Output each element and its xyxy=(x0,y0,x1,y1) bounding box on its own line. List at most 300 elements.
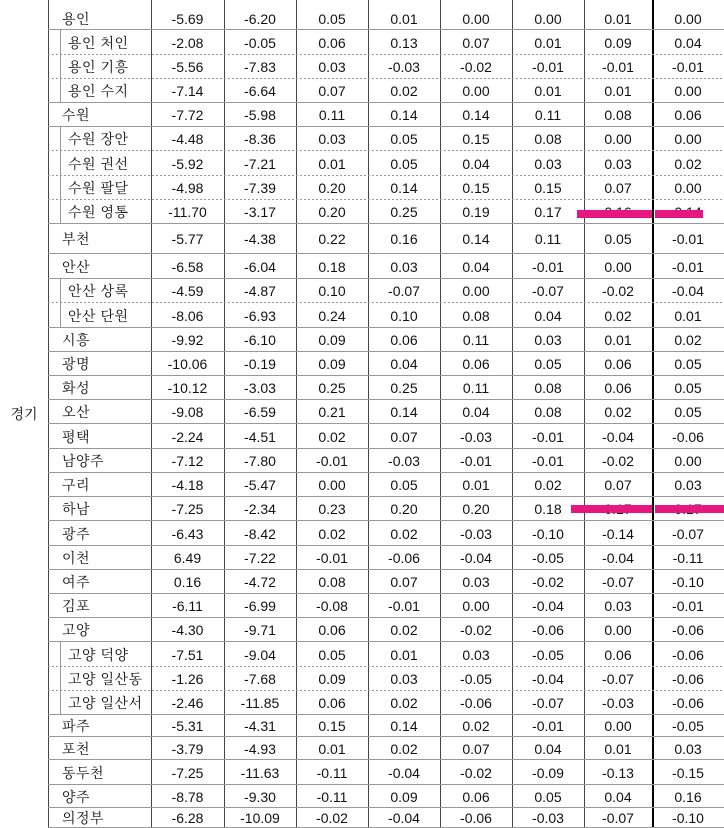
value-cell: 0.05 xyxy=(390,477,418,493)
value-cell: -0.03 xyxy=(460,428,492,445)
row-label: 고양 일산서 xyxy=(68,695,143,711)
row-label: 수원 팔달 xyxy=(68,180,129,196)
value-cell: 0.02 xyxy=(390,525,418,542)
value-cell: -0.01 xyxy=(532,258,564,275)
value-cell: 0.03 xyxy=(674,477,702,493)
value-cell: -4.93 xyxy=(244,740,276,757)
row-label: 안산 상록 xyxy=(68,283,129,299)
value-cell: 0.15 xyxy=(534,180,562,196)
value-cell: -2.34 xyxy=(244,501,276,517)
value-cell: -0.14 xyxy=(602,525,634,542)
value-cell: 0.17 xyxy=(534,204,562,220)
row-label: 용인 수지 xyxy=(68,83,129,99)
value-cell: -5.56 xyxy=(171,59,204,75)
value-cell: 0.06 xyxy=(462,788,490,805)
value-cell: 0.03 xyxy=(674,740,702,757)
value-cell: -0.03 xyxy=(602,695,634,711)
value-cell: 0.02 xyxy=(462,718,490,734)
value-cell: 0.00 xyxy=(318,477,346,493)
value-cell: 0.11 xyxy=(534,231,562,247)
row-label: 부천 xyxy=(62,231,91,247)
value-cell: 0.01 xyxy=(604,332,632,348)
value-cell: 0.04 xyxy=(390,356,418,372)
value-cell: -9.30 xyxy=(244,788,276,805)
value-cell: -8.78 xyxy=(171,788,204,805)
value-cell: 0.05 xyxy=(604,231,632,247)
value-cell: -8.42 xyxy=(244,525,276,542)
value-cell: -7.68 xyxy=(244,671,276,687)
value-cell: -10.12 xyxy=(167,380,208,396)
value-cell: -0.07 xyxy=(602,671,634,687)
value-cell: 0.25 xyxy=(390,204,418,220)
value-cell: 0.14 xyxy=(390,180,418,196)
value-cell: -0.04 xyxy=(532,598,564,614)
value-cell: 0.11 xyxy=(534,107,562,123)
value-cell: -0.01 xyxy=(316,550,348,566)
value-cell: -0.06 xyxy=(460,695,492,711)
value-cell: -0.07 xyxy=(532,283,564,299)
value-cell: 0.19 xyxy=(462,204,490,220)
value-cell: -0.10 xyxy=(532,525,564,542)
value-cell: 0.04 xyxy=(534,740,562,757)
value-cell: 0.06 xyxy=(604,380,632,396)
value-cell: -11.85 xyxy=(240,695,280,711)
value-cell: 0.05 xyxy=(534,356,562,372)
value-cell: -7.80 xyxy=(244,453,276,469)
value-cell: -2.46 xyxy=(171,695,204,711)
value-cell: 0.25 xyxy=(318,380,346,396)
value-cell: -8.36 xyxy=(244,131,276,147)
value-cell: -4.98 xyxy=(171,180,204,196)
value-cell: 0.20 xyxy=(462,501,490,517)
value-cell: 0.09 xyxy=(604,34,632,51)
value-cell: -6.59 xyxy=(244,404,276,420)
value-cell: -0.09 xyxy=(532,764,564,781)
value-cell: -0.01 xyxy=(532,428,564,445)
value-cell: -7.14 xyxy=(171,83,204,99)
value-cell: -0.04 xyxy=(388,810,420,826)
row-label: 고양 xyxy=(62,622,91,638)
row-label: 포천 xyxy=(62,740,91,757)
value-cell: 0.00 xyxy=(604,622,632,638)
value-cell: -0.01 xyxy=(532,453,564,469)
row-label: 남양주 xyxy=(62,453,105,469)
value-cell: -2.08 xyxy=(171,34,204,51)
value-cell: 0.09 xyxy=(390,788,418,805)
value-cell: -5.47 xyxy=(244,477,276,493)
value-cell: -0.04 xyxy=(602,550,634,566)
row-label: 안산 단원 xyxy=(68,307,129,324)
value-cell: 0.02 xyxy=(318,525,346,542)
value-cell: 0.01 xyxy=(604,740,632,757)
row-label: 화성 xyxy=(62,380,91,396)
value-cell: 0.00 xyxy=(604,718,632,734)
value-cell: 0.15 xyxy=(318,718,346,734)
value-cell: -0.06 xyxy=(672,622,704,638)
value-cell: 0.02 xyxy=(604,307,632,324)
value-cell: 0.04 xyxy=(674,34,702,51)
value-cell: -4.18 xyxy=(171,477,204,493)
value-cell: -5.98 xyxy=(244,107,276,123)
value-cell: -0.01 xyxy=(316,453,348,469)
value-cell: -4.51 xyxy=(244,428,276,445)
value-cell: 0.05 xyxy=(674,356,702,372)
row-label: 고양 일산동 xyxy=(68,671,143,687)
value-cell: 0.14 xyxy=(462,231,490,247)
highlight-mark xyxy=(655,210,703,218)
value-cell: -6.28 xyxy=(171,810,204,826)
value-cell: -7.25 xyxy=(171,501,204,517)
value-cell: 0.04 xyxy=(462,258,490,275)
value-cell: -0.06 xyxy=(672,671,704,687)
value-cell: -4.38 xyxy=(244,231,276,247)
value-cell: 0.03 xyxy=(534,332,562,348)
value-cell: 0.01 xyxy=(318,155,346,172)
value-cell: 0.01 xyxy=(462,477,490,493)
value-cell: -0.06 xyxy=(460,810,492,826)
value-cell: -5.31 xyxy=(171,718,204,734)
value-cell: 0.00 xyxy=(462,83,490,99)
value-cell: 0.24 xyxy=(318,307,346,324)
value-cell: -5.77 xyxy=(171,231,204,247)
value-cell: 0.05 xyxy=(534,788,562,805)
highlight-mark xyxy=(571,505,652,513)
value-cell: 0.07 xyxy=(318,83,346,99)
value-cell: 0.02 xyxy=(390,622,418,638)
value-cell: 0.05 xyxy=(318,11,346,27)
value-cell: -0.19 xyxy=(244,356,276,372)
value-cell: -11.70 xyxy=(168,204,207,220)
value-cell: 0.03 xyxy=(534,155,562,172)
value-cell: -0.02 xyxy=(532,574,564,590)
row-label: 용인 기흥 xyxy=(68,59,129,75)
value-cell: 0.02 xyxy=(674,332,702,348)
value-cell: 0.21 xyxy=(318,404,346,420)
value-cell: -0.02 xyxy=(316,810,348,826)
value-cell: 0.09 xyxy=(318,332,346,348)
value-cell: 0.16 xyxy=(173,574,202,590)
value-cell: -0.01 xyxy=(672,231,704,247)
value-cell: -6.58 xyxy=(171,258,204,275)
value-cell: -0.04 xyxy=(388,764,420,781)
value-cell: -0.06 xyxy=(672,428,704,445)
row-label: 여주 xyxy=(62,574,91,590)
value-cell: -0.03 xyxy=(388,59,420,75)
highlight-mark xyxy=(577,210,652,218)
value-cell: -4.30 xyxy=(171,622,204,638)
value-cell: 0.06 xyxy=(318,622,346,638)
value-cell: 0.14 xyxy=(390,718,418,734)
value-cell: 0.25 xyxy=(390,380,418,396)
value-cell: 0.06 xyxy=(604,646,632,663)
value-cell: 0.01 xyxy=(534,34,562,51)
value-cell: -4.31 xyxy=(244,718,276,734)
value-cell: -0.06 xyxy=(672,646,704,663)
value-cell: 0.15 xyxy=(462,180,490,196)
value-cell: -0.02 xyxy=(602,283,634,299)
value-cell: 0.08 xyxy=(534,131,562,147)
value-cell: -0.03 xyxy=(460,525,492,542)
value-cell: -7.12 xyxy=(171,453,204,469)
row-label: 수원 영통 xyxy=(68,204,129,220)
value-cell: -6.99 xyxy=(244,598,276,614)
row-label: 수원 권선 xyxy=(68,155,129,172)
value-cell: 0.05 xyxy=(390,155,418,172)
value-cell: -4.87 xyxy=(244,283,276,299)
region-label: 경기 xyxy=(10,406,38,422)
value-cell: 0.10 xyxy=(318,283,346,299)
row-label: 광주 xyxy=(62,525,91,542)
row-label: 동두천 xyxy=(62,764,105,781)
value-cell: -0.02 xyxy=(460,59,492,75)
value-cell: 0.05 xyxy=(390,131,418,147)
value-cell: -4.48 xyxy=(171,131,204,147)
row-label: 용인 xyxy=(62,11,91,27)
value-cell: -0.01 xyxy=(532,718,564,734)
value-cell: 0.10 xyxy=(390,307,418,324)
value-cell: 0.05 xyxy=(674,380,702,396)
value-cell: -0.08 xyxy=(316,598,348,614)
value-cell: 0.07 xyxy=(462,740,490,757)
value-cell: -0.07 xyxy=(388,283,420,299)
value-cell: 0.05 xyxy=(318,646,346,663)
value-cell: -3.79 xyxy=(171,740,204,757)
value-cell: 0.07 xyxy=(462,34,490,51)
row-label: 평택 xyxy=(62,428,91,445)
value-cell: -0.11 xyxy=(316,764,348,781)
value-cell: 0.01 xyxy=(604,83,632,99)
row-label: 파주 xyxy=(62,718,91,734)
value-cell: 0.20 xyxy=(318,180,346,196)
value-cell: -0.01 xyxy=(602,59,634,75)
value-cell: -6.43 xyxy=(171,525,204,542)
value-cell: 0.00 xyxy=(604,131,632,147)
value-cell: -5.69 xyxy=(171,11,204,27)
value-cell: -0.01 xyxy=(672,59,704,75)
value-cell: -5.92 xyxy=(171,155,204,172)
value-cell: 0.20 xyxy=(318,204,346,220)
value-cell: -0.05 xyxy=(672,718,704,734)
value-cell: 0.04 xyxy=(534,307,562,324)
value-cell: -0.11 xyxy=(672,550,704,566)
row-label: 구리 xyxy=(62,477,91,493)
row-label: 수원 장안 xyxy=(68,131,129,147)
value-cell: -10.09 xyxy=(240,810,280,826)
value-cell: -0.07 xyxy=(602,810,634,826)
value-cell: -0.02 xyxy=(602,453,634,469)
value-cell: -8.06 xyxy=(171,307,204,324)
value-cell: -3.03 xyxy=(244,380,276,396)
row-label: 하남 xyxy=(62,501,91,517)
value-cell: -1.26 xyxy=(171,671,204,687)
value-cell: -7.22 xyxy=(244,550,276,566)
value-cell: -7.39 xyxy=(244,180,276,196)
value-cell: -7.51 xyxy=(171,646,204,663)
value-cell: -0.01 xyxy=(460,453,492,469)
value-cell: -6.10 xyxy=(244,332,276,348)
value-cell: -6.11 xyxy=(172,598,203,614)
value-cell: 0.11 xyxy=(318,107,346,123)
value-cell: 0.00 xyxy=(674,131,702,147)
value-cell: -0.11 xyxy=(316,788,348,805)
value-cell: 0.00 xyxy=(674,453,702,469)
value-cell: -0.06 xyxy=(532,622,564,638)
value-cell: -0.06 xyxy=(672,695,704,711)
value-cell: 0.01 xyxy=(390,646,418,663)
value-cell: -4.59 xyxy=(171,283,204,299)
row-label: 오산 xyxy=(62,404,91,420)
value-cell: 0.03 xyxy=(390,258,418,275)
value-cell: 0.03 xyxy=(318,131,346,147)
value-cell: -0.15 xyxy=(672,764,704,781)
value-cell: 0.02 xyxy=(390,695,418,711)
value-cell: 0.16 xyxy=(674,788,702,805)
value-cell: 0.23 xyxy=(318,501,346,517)
value-cell: 0.00 xyxy=(674,11,702,27)
value-cell: 0.08 xyxy=(462,307,490,324)
value-cell: 0.06 xyxy=(390,332,418,348)
value-cell: 0.06 xyxy=(674,107,702,123)
value-cell: 0.00 xyxy=(462,283,490,299)
row-label: 이천 xyxy=(62,550,91,566)
value-cell: -0.04 xyxy=(460,550,492,566)
value-cell: 0.01 xyxy=(318,740,346,757)
value-cell: -6.93 xyxy=(244,307,276,324)
value-cell: 0.08 xyxy=(534,380,562,396)
value-cell: -0.03 xyxy=(388,453,420,469)
value-cell: 0.02 xyxy=(318,428,346,445)
value-cell: -6.20 xyxy=(244,11,276,27)
value-cell: -0.04 xyxy=(602,428,634,445)
value-cell: 0.14 xyxy=(390,404,418,420)
value-cell: -0.01 xyxy=(672,258,704,275)
value-cell: -9.92 xyxy=(171,332,204,348)
value-cell: -0.01 xyxy=(672,598,704,614)
value-cell: -3.17 xyxy=(244,204,276,220)
value-cell: -10.06 xyxy=(167,356,208,372)
value-cell: -7.72 xyxy=(171,107,204,123)
value-cell: -0.01 xyxy=(388,598,420,614)
value-cell: -9.08 xyxy=(171,404,204,420)
value-cell: 0.04 xyxy=(604,788,632,805)
value-cell: -0.07 xyxy=(532,695,564,711)
value-cell: 0.04 xyxy=(462,404,490,420)
value-cell: -11.63 xyxy=(240,764,280,781)
value-cell: -0.05 xyxy=(532,646,564,663)
row-label: 용인 처인 xyxy=(68,34,129,51)
value-cell: -9.04 xyxy=(244,646,276,663)
value-cell: 0.03 xyxy=(390,671,418,687)
row-label: 수원 xyxy=(62,107,91,123)
value-cell: 0.02 xyxy=(534,477,562,493)
value-cell: -2.24 xyxy=(171,428,204,445)
value-cell: 0.01 xyxy=(674,307,702,324)
value-cell: -0.02 xyxy=(460,622,492,638)
value-cell: 0.07 xyxy=(390,428,418,445)
value-cell: 0.07 xyxy=(390,574,418,590)
value-cell: -6.04 xyxy=(244,258,276,275)
value-cell: 0.07 xyxy=(604,477,632,493)
value-cell: 0.03 xyxy=(318,59,346,75)
value-cell: -0.02 xyxy=(460,764,492,781)
value-cell: 0.18 xyxy=(318,258,346,275)
value-cell: 0.11 xyxy=(462,332,490,348)
value-cell: 0.15 xyxy=(462,131,490,147)
value-cell: -0.07 xyxy=(672,525,704,542)
value-cell: 0.14 xyxy=(462,107,490,123)
value-cell: 0.00 xyxy=(604,258,632,275)
value-cell: -0.10 xyxy=(672,810,704,826)
value-cell: 0.14 xyxy=(390,107,418,123)
value-cell: 0.08 xyxy=(604,107,632,123)
value-cell: -0.10 xyxy=(672,574,704,590)
value-cell: -0.06 xyxy=(388,550,420,566)
value-cell: 0.02 xyxy=(604,404,632,420)
value-cell: -0.01 xyxy=(532,59,564,75)
row-label: 안산 xyxy=(62,258,91,275)
value-cell: -9.71 xyxy=(244,622,276,638)
value-cell: -0.04 xyxy=(672,283,704,299)
value-cell: 0.03 xyxy=(604,598,632,614)
value-cell: 0.11 xyxy=(462,380,490,396)
value-cell: -7.21 xyxy=(244,155,276,172)
value-cell: -7.83 xyxy=(244,59,276,75)
value-cell: -0.04 xyxy=(532,671,564,687)
value-cell: 0.08 xyxy=(534,404,562,420)
value-cell: 0.06 xyxy=(462,356,490,372)
highlight-mark xyxy=(655,505,724,513)
value-cell: 0.13 xyxy=(390,34,418,51)
value-cell: 0.16 xyxy=(390,231,418,247)
value-cell: 0.22 xyxy=(318,231,346,247)
value-cell: 0.00 xyxy=(674,180,702,196)
value-cell: 0.03 xyxy=(462,646,490,663)
value-cell: 0.00 xyxy=(674,83,702,99)
value-cell: 0.02 xyxy=(390,740,418,757)
value-cell: 0.06 xyxy=(318,34,346,51)
value-cell: 0.05 xyxy=(674,404,702,420)
value-cell: 0.04 xyxy=(462,155,490,172)
value-cell: 0.07 xyxy=(604,180,632,196)
row-label: 양주 xyxy=(62,788,91,805)
value-cell: 0.06 xyxy=(318,695,346,711)
value-cell: 0.06 xyxy=(604,356,632,372)
value-cell: 0.18 xyxy=(534,501,562,517)
value-cell: -7.25 xyxy=(171,764,204,781)
value-cell: 0.08 xyxy=(318,574,346,590)
value-cell: 0.02 xyxy=(390,83,418,99)
value-cell: 0.09 xyxy=(318,356,346,372)
value-cell: 6.49 xyxy=(173,550,202,566)
value-cell: -0.05 xyxy=(460,671,492,687)
value-cell: -0.07 xyxy=(602,574,634,590)
value-cell: -0.05 xyxy=(532,550,564,566)
value-cell: 0.20 xyxy=(390,501,418,517)
row-label: 광명 xyxy=(62,356,91,372)
value-cell: -6.64 xyxy=(244,83,276,99)
row-label: 시흥 xyxy=(62,332,91,348)
value-cell: 0.01 xyxy=(604,11,632,27)
value-cell: 0.03 xyxy=(604,155,632,172)
value-cell: 0.00 xyxy=(462,598,490,614)
value-cell: 0.09 xyxy=(318,671,346,687)
value-cell: 0.03 xyxy=(462,574,490,590)
row-label: 김포 xyxy=(62,598,91,614)
value-cell: 0.01 xyxy=(534,83,562,99)
value-cell: -0.13 xyxy=(602,764,634,781)
value-cell: 0.00 xyxy=(462,11,490,27)
value-cell: 0.02 xyxy=(674,155,702,172)
